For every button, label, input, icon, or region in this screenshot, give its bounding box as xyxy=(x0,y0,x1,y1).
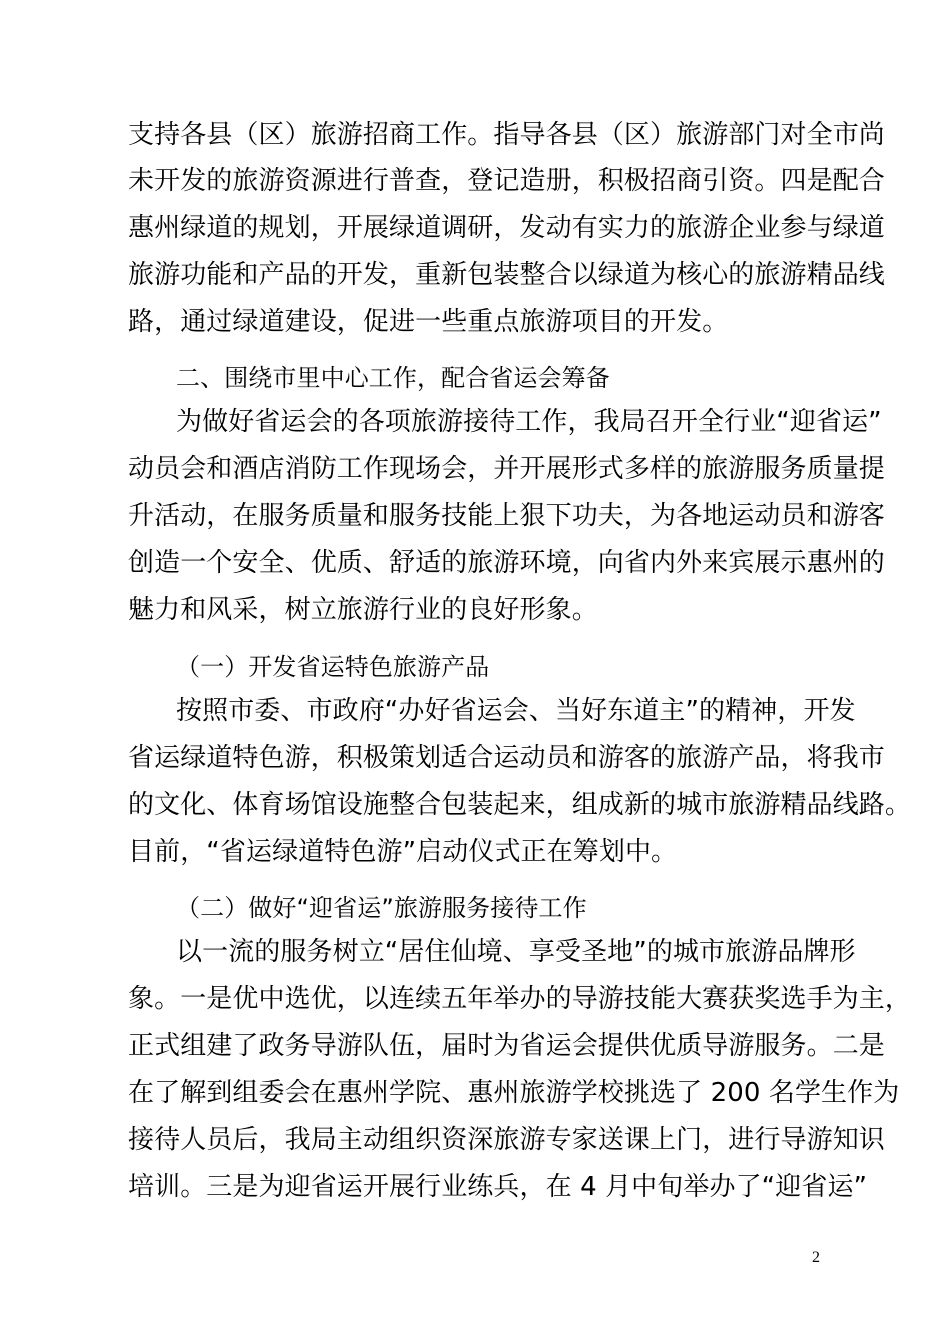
text-line-8: 动员会和酒店消防工作现场会，并开展形式多样的旅游服务质量提 xyxy=(128,454,885,484)
subsection-heading-1: （一）开发省运特色旅游产品 xyxy=(176,653,490,681)
text-line-10: 创造一个安全、优质、舒适的旅游环境，向省内外来宾展示惠州的 xyxy=(128,548,885,578)
subsection-heading-2: （二）做好“迎省运”旅游服务接待工作 xyxy=(176,894,587,922)
page-number: 2 xyxy=(812,1249,820,1266)
text-line-15: 的文化、体育场馆设施整合包装起来，组成新的城市旅游精品线路。 xyxy=(128,790,912,820)
paragraph-indent-line: 为做好省运会的各项旅游接待工作，我局召开全行业“迎省运” xyxy=(176,407,882,437)
text-line-9: 升活动，在服务质量和服务技能上狠下功夫，为各地运动员和游客 xyxy=(128,501,885,531)
text-line-22: 接待人员后，我局主动组织资深旅游专家送课上门，进行导游知识 xyxy=(128,1125,885,1155)
text-line-3: 惠州绿道的规划，开展绿道调研，发动有实力的旅游企业参与绿道 xyxy=(128,213,885,243)
text-line-21: 在了解到组委会在惠州学院、惠州旅游学校挑选了 200 名学生作为 xyxy=(128,1078,900,1108)
section-heading-2: 二、围绕市里中心工作，配合省运会筹备 xyxy=(176,364,610,392)
text-line-16: 目前，“省运绿道特色游”启动仪式正在筹划中。 xyxy=(128,837,678,867)
text-line-2: 未开发的旅游资源进行普查，登记造册，积极招商引资。四是配合 xyxy=(128,166,885,196)
text-line-4: 旅游功能和产品的开发，重新包装整合以绿道为核心的旅游精品线 xyxy=(128,260,885,290)
paragraph-indent-line: 按照市委、市政府“办好省运会、当好东道主”的精神，开发 xyxy=(176,696,856,726)
text-line-23: 培训。三是为迎省运开展行业练兵，在 4 月中旬举办了“迎省运” xyxy=(128,1172,868,1202)
text-line-19: 象。一是优中选优，以连续五年举办的导游技能大赛获奖选手为主， xyxy=(128,984,912,1014)
text-line-11: 魅力和风采，树立旅游行业的良好形象。 xyxy=(128,595,598,625)
paragraph-indent-line: 以一流的服务树立“居住仙境、享受圣地”的城市旅游品牌形 xyxy=(176,937,856,967)
text-line-14: 省运绿道特色游，积极策划适合运动员和游客的旅游产品，将我市 xyxy=(128,743,885,773)
text-line-1: 支持各县（区）旅游招商工作。指导各县（区）旅游部门对全市尚 xyxy=(128,120,885,150)
text-line-20: 正式组建了政务导游队伍，届时为省运会提供优质导游服务。二是 xyxy=(128,1031,885,1061)
text-line-5: 路，通过绿道建设，促进一些重点旅游项目的开发。 xyxy=(128,307,729,337)
